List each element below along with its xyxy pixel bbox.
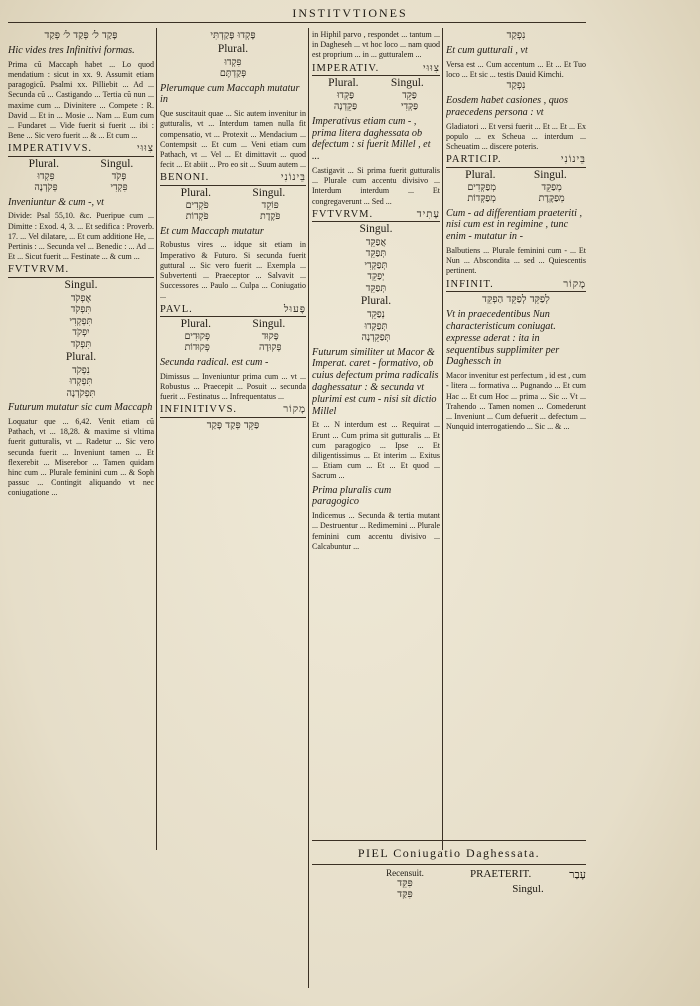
- col2-benoni-heading: [160, 173, 306, 186]
- paradigm-column: [362, 309, 391, 344]
- col2-paul-heading: [160, 305, 306, 318]
- col3-future-rule: Futurum similiter ut Macor & Imperat. caret - formativo, ob cuius defectum prima radicalis daghessatur : & secunda vt plurimi est cum - nisi sit dictio Millel: [312, 346, 439, 417]
- singular-label: Singul.: [533, 169, 567, 181]
- plural-label: Plural.: [180, 318, 212, 331]
- column-4: [446, 30, 586, 850]
- heading-latin: PRAETERIT.: [470, 868, 532, 880]
- col3-futurum-heading: [312, 210, 440, 223]
- form: פֹּקֶדֶת: [259, 211, 281, 223]
- col4-text-c: Balbutiens ... Plurale feminini cum - ... Et Nun ... Abscondita ... sed ... Quiescentis pertinent.: [446, 245, 586, 276]
- heading-hebrew: מָקוֹר: [563, 278, 586, 290]
- piel-rule-bottom: [312, 864, 586, 865]
- heading-hebrew: עָתִיד: [416, 208, 440, 220]
- praeterit-heading: [470, 868, 586, 881]
- form: פּוֹקֵד: [261, 199, 279, 211]
- paradigm-plural: [467, 182, 496, 205]
- form: מְפַקְּדוֹת: [467, 193, 496, 205]
- plural-label: Plural.: [328, 77, 359, 90]
- top-rule: [8, 22, 586, 23]
- form: פִּקֵּד: [397, 878, 413, 889]
- running-head: INSTITVTIONES: [292, 6, 408, 20]
- col4-particip-heading: [446, 155, 586, 168]
- paradigm-plural: [34, 171, 57, 194]
- form: מְפַקֶּדֶת: [538, 193, 565, 205]
- form: פֹּקְדִים: [185, 199, 209, 211]
- col3-imperative-paradigm: [312, 90, 440, 113]
- form: אֲפַקֵּד: [365, 236, 387, 248]
- col1-future-plural: [8, 365, 154, 400]
- heading-hebrew: בֵּינוֹנִי: [280, 172, 306, 184]
- col1-future-rule: Futurum mutatur sic cum Maccaph: [8, 402, 153, 414]
- plural-label: Plural.: [465, 169, 496, 181]
- col4-infinitive-forms: לְפַקֵּד לְפַקֵּד הַפְקֵּד: [482, 294, 550, 306]
- form: פִּקְדוּ: [37, 170, 55, 182]
- form: פִּקְדִי: [110, 182, 128, 194]
- paradigm-column: [67, 365, 96, 400]
- paradigm-singular: [110, 171, 127, 194]
- col1-imperativus-heading: [8, 144, 154, 157]
- form: פְּקוּדָה: [258, 342, 282, 354]
- singular-label: Singul.: [252, 318, 286, 331]
- recensuit-block: [360, 868, 450, 900]
- form: תִּפְקֹד: [70, 338, 92, 350]
- form: תְּפַקֵּד: [365, 248, 387, 260]
- col1-text-c: Loquatur que ... 6,42. Venit etiam cũ Pathach, vt ... 18,28. & maxime si vltima fuerit gutturalis, vt ... Radetur ... Sic vero secunda fuerit ... Inveniunt tamen ... Et flexerebit ... Miserebor ... Tamen quidam hinc cum ... Plurale feminini cum ... & Soph passuc ... Contingit aliquando vt nec coniugatione ...: [8, 417, 154, 498]
- form: אֶפְקֹד: [70, 292, 92, 304]
- form: תְּפַקְּדִי: [364, 259, 388, 271]
- form: פַּקְּדוּ: [336, 89, 355, 101]
- heading-latin: FVTVRVM.: [8, 264, 70, 276]
- heading-hebrew: עָבַר: [569, 868, 586, 881]
- singular-label: Singul.: [512, 883, 544, 895]
- col1-text-b: Divide: Psal 55,10. &c. Pueripue cum ... Dimitte : Exod. 4, 3. ... Et sedifica : Proverb. 17. ... Vel dilatare, ... Et cum additione He, ... Pertinis : ... Secunda vel ... Benedic : ... Ad ... Et ... Sicut fuerit ... Festinate ... & cum ...: [8, 211, 154, 262]
- column-rule-3: [442, 28, 443, 850]
- col1-futurum-heading: [8, 265, 154, 278]
- heading-latin: INFINITIVVS.: [160, 404, 238, 416]
- recensuit-label: Recensuit.: [386, 868, 424, 878]
- form: מְפַקְּדִים: [467, 181, 496, 193]
- column-rule-1: [156, 28, 157, 850]
- form: תְּפַקֵּדְנָה: [361, 332, 391, 344]
- col4-nun-rule: Vt in praecedentibus Nun characteristicum coniugat. expresse aderat : ita in sequentibus supplimiter per Daghessch in: [446, 309, 560, 368]
- col4-participle-paradigm: [446, 182, 586, 205]
- col2-infinitive-forms: פַּקֵּד פְּקַד פָּקַד: [206, 419, 260, 431]
- form: פַּקֵּד: [402, 89, 417, 101]
- col2-maccaph-rule: Plerumque cum Maccaph mutatur in: [160, 82, 300, 106]
- column-3: [312, 30, 440, 850]
- heading-latin: BENONI.: [160, 172, 210, 184]
- col3-plural-rule: Prima pluralis cum paragogico: [312, 484, 392, 508]
- col4-top-hebrew: נִפְקַד: [506, 30, 526, 41]
- form: פְּקוּדוֹת: [184, 342, 210, 354]
- form: פִּקְדוּ: [224, 56, 242, 68]
- heading-hebrew: פָּעוּל: [283, 303, 306, 315]
- heading-hebrew: צִוּוּי: [423, 62, 440, 74]
- heading-hebrew: צִוּוּי: [137, 143, 154, 155]
- plural-label: Plural.: [360, 295, 392, 308]
- column-1: [8, 30, 154, 850]
- col2-plural-forms: [160, 57, 306, 80]
- praeterit-block: [470, 868, 586, 895]
- form: תִּפְקֹד: [70, 304, 92, 316]
- col2-top-hebrew: פָּקְדוּ פָּקַדְתִּי: [210, 30, 256, 41]
- heading-latin: PAVL.: [160, 303, 193, 315]
- number-heads: [312, 78, 440, 89]
- form: פֹּקְדוֹת: [185, 211, 209, 223]
- column-2: [160, 30, 306, 850]
- col2-paul-rule: Secunda radical. est cum -: [160, 356, 269, 368]
- col4-participle-rule: Cum - ad differentiam praeteriti , nisi cum est in regimine , tunc enim - mutatur in -: [446, 207, 583, 243]
- col3-imperativ-heading: [312, 64, 440, 77]
- form: תְּפַקְּדוּ: [364, 320, 388, 332]
- col3-future-singular: [312, 237, 440, 295]
- singular-label: Singul.: [390, 77, 424, 90]
- col3-imperative-rule: Imperativus etiam cum - , prima litera daghessata ob defectum : si fuerit Millel , et ...: [312, 115, 431, 163]
- singular-label: Singul.: [252, 187, 286, 199]
- column-rule-2: [308, 28, 309, 988]
- col4-text-a: Versa est ... Cum accentum ... Et ... Et Tuo loco ... Et sic ... testis Dauid Kimchi.: [446, 59, 586, 79]
- heading-hebrew: בֵּינוֹנִי: [560, 154, 586, 166]
- paradigm-plural: [186, 200, 209, 223]
- form: פְּקֹדְנָה: [34, 182, 58, 194]
- paradigm-singular: [401, 90, 418, 113]
- col3-text-c: Indicemus ... Secunda & tertia mutant ... Destruentur ... Redimemini ... Plurale feminini cum accentu divisivo ... Calcabuntur ...: [312, 511, 440, 551]
- heading-latin: FVTVRVM.: [312, 208, 374, 220]
- col1-imperative-rule: Inveniuntur & cum -, vt: [8, 196, 104, 208]
- col1-future-singular: [8, 293, 154, 351]
- paradigm-column: [365, 237, 388, 295]
- col4-mid-hebrew: נִפְקַד: [506, 80, 526, 92]
- plural-label: Plural.: [180, 187, 212, 199]
- col2-text-p: Dimissus ... Inveniuntur prima cum ... vt ... Robustus ... Praecepit ... Posuit ... secunda fuerit ... Festinatus ... Infrequentatus ...: [160, 371, 306, 401]
- plural-label: Plural.: [65, 351, 97, 364]
- col3-future-plural: [312, 309, 440, 344]
- heading-latin: IMPERATIVVS.: [8, 143, 93, 155]
- col4-infinit-heading: [446, 280, 586, 293]
- paradigm-plural: [334, 90, 357, 113]
- singular-label: Singul.: [359, 223, 393, 236]
- form: נִפְקֹד: [72, 364, 90, 376]
- number-heads: [446, 170, 586, 181]
- paradigm-plural: [184, 331, 209, 354]
- col4-eosdem-rule: Eosdem habet casiones , quos praecedens persona : vt: [446, 95, 568, 118]
- number-heads: [8, 159, 154, 170]
- form: תְּפַקֵּד: [365, 282, 387, 294]
- form: תִּפְקְדוּ: [69, 376, 93, 388]
- paradigm-column: [220, 57, 246, 80]
- singular-label: Singul.: [64, 279, 98, 292]
- number-heads: [160, 188, 306, 199]
- col2-benoni-paradigm: [160, 200, 306, 223]
- col3-text-top: in Hiphil parvo , respondet ... tantum ... in Dagheseh ... vt hoc loco ... nam quod est proprium ... in ... gutturalem ...: [312, 30, 440, 60]
- col4-text-d: Macor invenitur est perfectum , id est , cum - litera ... formativa ... Pugnando ... Et cum Hac ... Et cum Hoc ... prima ... Sic ... Vt ... Trahendo ... Tamen nomen ... Comederunt ... Inveniunt ... Cum defuerit ... defectum ... Nunquid interrogatiendo ... Sic ... & ...: [446, 371, 586, 432]
- col1-intro-rule: Hic vides tres Infinitivi formas.: [8, 45, 135, 56]
- form: פְּקַדְתֶּם: [219, 68, 247, 80]
- col2-paul-paradigm: [160, 331, 306, 354]
- plural-label: Plural.: [217, 43, 249, 55]
- col2-infinitivus-heading: [160, 405, 306, 418]
- paradigm-singular: [260, 200, 280, 223]
- form: פַּקֵּדְנָה: [333, 101, 358, 113]
- form: תִּפְקֹדְנָה: [66, 387, 96, 399]
- paradigm-column: [70, 293, 93, 351]
- form: תִּפְקְדִי: [69, 315, 93, 327]
- col4-guttural-rule: Et cum gutturali , vt: [446, 45, 528, 56]
- paradigm-singular: [259, 331, 282, 354]
- form: פִּקַּד: [397, 889, 413, 900]
- form: נְפַקֵּד: [367, 309, 385, 321]
- form: מְפַקֵּד: [541, 181, 562, 193]
- form: פְּקֹד: [111, 170, 127, 182]
- heading-latin: PARTICIP.: [446, 154, 502, 166]
- col4-text-b: Gladiatori ... Et versi fuerit ... Et ... Et ... Ex populo ... ex Scheua ... interdum ... Scheuatim ... discere poteris.: [446, 121, 586, 152]
- col2-benoni-rule: Et cum Maccaph mutatur: [160, 225, 264, 237]
- col1-top-hebrew: פָּקַד ל׳ פְּקַד ל׳ פְּקַד: [44, 30, 118, 41]
- heading-latin: IMPERATIV.: [312, 62, 380, 74]
- form: פַּקְּדִי: [400, 101, 419, 113]
- singular-label: Singul.: [100, 158, 134, 171]
- col1-imperative-paradigm: [8, 171, 154, 194]
- col2-text-a: Que suscitauit quae ... Sic autem invenitur in gutturalis, vt ... Interdum tamen nulla fit compensatio, vt ... Protexit ... Mendacium ... Contempsit ... Et cum ... Veni etiam cum Pathach, vt ... Vel ... Et dimittavit ... quod fecit ... Et abiit ... Pro eo sit ... Suum autem ...: [160, 109, 306, 170]
- number-heads: [160, 319, 306, 330]
- heading-latin: INFINIT.: [446, 278, 494, 290]
- col3-text-a: Castigavit ... Si prima fuerit gutturalis ... Plurale cum accentu divisivo ... Interdum interdum ... Et congregaverunt ... Sed ...: [312, 165, 440, 206]
- col1-text-a: Prima cũ Maccaph habet ... Lo quod mendatium : sicut in xx. 9. Assumit etiam paragogicũ. Psalmi xx. Pilliebit ... Ad ... Secunda cũ ... Castigando ... Tertia cũ nun ... maxime cum ... Divinitere ... Compete : R. David ... Et in ... Mosie ... Nam ... Eum cum ... Fundaret ... Vide fuerit si fuerit ... ibi : Bene ... Sic vero fuerit ... & ... Et cum ...: [8, 59, 154, 141]
- form: יְפַקֵּד: [367, 271, 385, 283]
- heading-hebrew: מָקוֹר: [283, 404, 306, 416]
- col3-text-b: Et ... N interdum est ... Requirat ... Erunt ... Cum prima sit gutturalis ... Et cum paragogico ... Ipse ... Et diligentissimus ... Et interim ... Exitus ... Etiam cum ... Et ... Et quod ... Sacrum ...: [312, 420, 440, 481]
- plural-label: Plural.: [28, 158, 60, 171]
- col2-text-b: Robustus vires ... idque sit etiam in Imperativo & Futuro. Si secunda fuerit guttural ... Sic vero fuerit ... Exempla ... Subvertenti ... Praeceptor ... Salvavit ... Successores ... Paulo ... Culpa ... Coniugatio ...: [160, 240, 306, 301]
- paradigm-singular: [539, 182, 565, 205]
- form: יִפְקֹד: [72, 327, 90, 339]
- form: פָּקוּד: [261, 330, 279, 342]
- form: פְּקוּדִים: [184, 330, 210, 342]
- piel-title: PIEL Coniugatio Daghessata.: [357, 846, 541, 860]
